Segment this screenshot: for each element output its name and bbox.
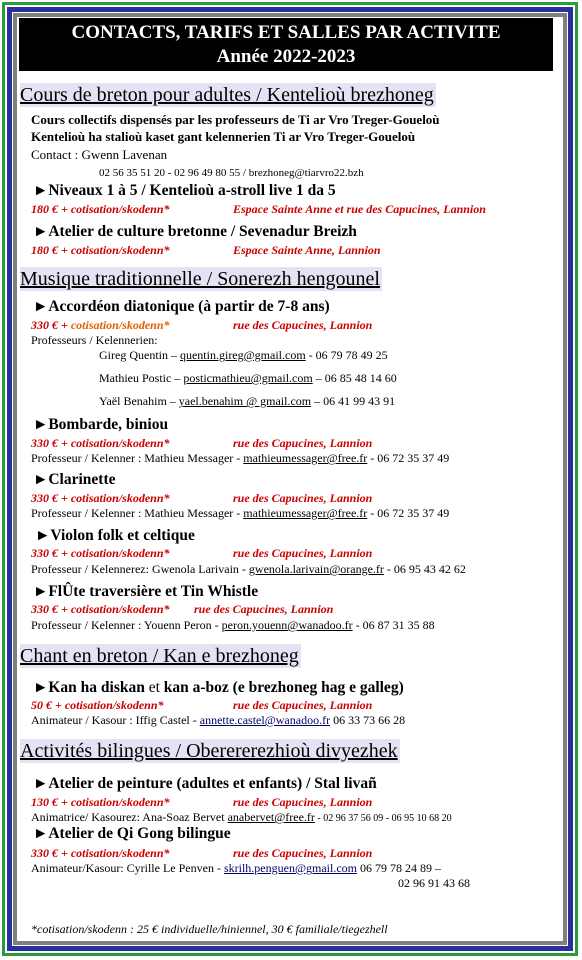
kan-place: rue des Capucines, Lannion — [233, 698, 373, 712]
email-link[interactable]: yael.benahim @ gmail.com — [178, 394, 312, 408]
email-link[interactable]: anabervet@free.fr — [227, 810, 315, 824]
qigong-prof: Animateur/Kasour: Cyrille Le Penven - skrilh.penguen@gmail.com 06 79 78 24 89 – — [31, 861, 441, 875]
accordeon-place: rue des Capucines, Lannion — [233, 318, 373, 332]
breton-contact: Contact : Gwenn Lavenan — [31, 147, 168, 162]
peinture-place: rue des Capucines, Lannion — [233, 795, 373, 809]
flute-place: rue des Capucines, Lannion — [194, 602, 334, 616]
niveaux-price: 180 € + cotisation/skodenn* — [31, 202, 170, 216]
atelier-culture-title: ►Atelier de culture bretonne / Sevenadur Breizh — [33, 223, 357, 240]
breton-intro-fr: Cours collectifs dispensés par les professeurs de Ti ar Vro Treger-Goueloù — [31, 112, 440, 127]
violon-price: 330 € + cotisation/skodenn* — [31, 546, 170, 560]
violon-prof: Professeur / Kelennerez: Gwenola Larivain - gwenola.larivain@orange.fr - 06 95 43 42 62 — [31, 562, 466, 576]
section-bilingues-title: Activités bilingues / Oberererezhioù divyezhek — [20, 740, 398, 762]
accordeon-profs-label: Professeurs / Kelennerien: — [31, 333, 158, 347]
atelier-culture-place: Espace Sainte Anne, Lannion — [233, 243, 381, 257]
niveaux-place: Espace Sainte Anne et rue des Capucines, Lannion — [233, 202, 486, 216]
footnote: *cotisation/skodenn : 25 € individuelle/hiniennel, 30 € familiale/tiegezhell — [31, 922, 388, 936]
flute-prof: Professeur / Kelenner : Youenn Peron - peron.youenn@wanadoo.fr - 06 87 31 35 88 — [31, 618, 435, 632]
email-link[interactable]: annette.castel@wanadoo.fr — [199, 713, 331, 727]
accordeon-price: 330 € + cotisation/skodenn* — [31, 318, 170, 332]
email-link[interactable]: mathieumessager@free.fr — [243, 506, 368, 520]
peinture-price: 130 € + cotisation/skodenn* — [31, 795, 170, 809]
email-link[interactable]: mathieumessager@free.fr — [243, 451, 368, 465]
clarinette-place: rue des Capucines, Lannion — [233, 491, 373, 505]
peinture-prof: Animatrice/ Kasourez: Ana-Soaz Bervet anabervet@free.fr - 02 96 37 56 09 - 06 95 10 68 20 — [31, 810, 452, 824]
kan-prof: Animateur / Kasour : Iffig Castel - annette.castel@wanadoo.fr 06 33 73 66 28 — [31, 713, 406, 727]
email-link[interactable]: gwenola.larivain@orange.fr — [248, 562, 384, 576]
accordeon-prof-3: Yaël Benahim – yael.benahim @ gmail.com – 06 41 99 43 91 — [99, 394, 396, 408]
email-link[interactable]: quentin.gireg@gmail.com — [179, 348, 306, 362]
section-musique-title: Musique traditionnelle / Sonerezh hengounel — [20, 268, 380, 290]
niveaux-title: ►Niveaux 1 à 5 / Kentelioù a-stroll live 1 da 5 — [33, 182, 336, 199]
email-link[interactable]: posticmathieu@gmail.com — [183, 371, 313, 385]
email-link[interactable]: peron.youenn@wanadoo.fr — [221, 618, 353, 632]
flute-price: 330 € + cotisation/skodenn* — [31, 602, 170, 616]
qigong-title: ►Atelier de Qi Gong bilingue — [33, 825, 231, 842]
accordeon-prof-2: Mathieu Postic – posticmathieu@gmail.com – 06 85 48 14 60 — [99, 371, 397, 385]
peinture-title: ►Atelier de peinture (adultes et enfants) / Stal livañ — [33, 775, 377, 792]
qigong-price: 330 € + cotisation/skodenn* — [31, 846, 170, 860]
clarinette-title: ►Clarinette — [33, 471, 116, 488]
bombarde-title: ►Bombarde, biniou — [33, 416, 169, 433]
header-year: Année 2022-2023 — [216, 46, 356, 67]
header-title: CONTACTS, TARIFS ET SALLES PAR ACTIVITE — [71, 22, 501, 43]
accordeon-title: ►Accordéon diatonique (à partir de 7-8 ans) — [33, 298, 330, 315]
violon-place: rue des Capucines, Lannion — [233, 546, 373, 560]
kan-title: ►Kan ha diskan et kan a-boz (e brezhoneg hag e galleg) — [33, 679, 404, 696]
page-header — [19, 18, 553, 71]
section-breton-title: Cours de breton pour adultes / Kentelioù brezhoneg — [20, 84, 434, 106]
bombarde-price: 330 € + cotisation/skodenn* — [31, 436, 170, 450]
bombarde-place: rue des Capucines, Lannion — [233, 436, 373, 450]
kan-price: 50 € + cotisation/skodenn* — [31, 698, 164, 712]
qigong-place: rue des Capucines, Lannion — [233, 846, 373, 860]
flute-title: ►FlÛte traversière et Tin Whistle — [33, 583, 259, 600]
breton-intro-br: Kentelioù ha stalioù kaset gant kelennerien Ti ar Vro Treger-Goueloù — [31, 129, 416, 144]
email-link[interactable]: skrilh.penguen@gmail.com — [223, 861, 357, 875]
accordeon-prof-1: Gireg Quentin – quentin.gireg@gmail.com - 06 79 78 49 25 — [99, 348, 388, 362]
clarinette-price: 330 € + cotisation/skodenn* — [31, 491, 170, 505]
breton-phone: 02 56 35 51 20 - 02 96 49 80 55 / brezhoneg@tiarvro22.bzh — [99, 167, 364, 179]
bombarde-prof: Professeur / Kelenner : Mathieu Messager - mathieumessager@free.fr - 06 72 35 37 49 — [31, 451, 450, 465]
section-chant-title: Chant en breton / Kan e brezhoneg — [20, 645, 299, 667]
clarinette-prof: Professeur / Kelenner : Mathieu Messager - mathieumessager@free.fr - 06 72 35 37 49 — [31, 506, 450, 520]
violon-title: ►Violon folk et celtique — [35, 527, 195, 544]
atelier-culture-price: 180 € + cotisation/skodenn* — [31, 243, 170, 257]
qigong-phone-2: 02 96 91 43 68 — [398, 876, 470, 890]
